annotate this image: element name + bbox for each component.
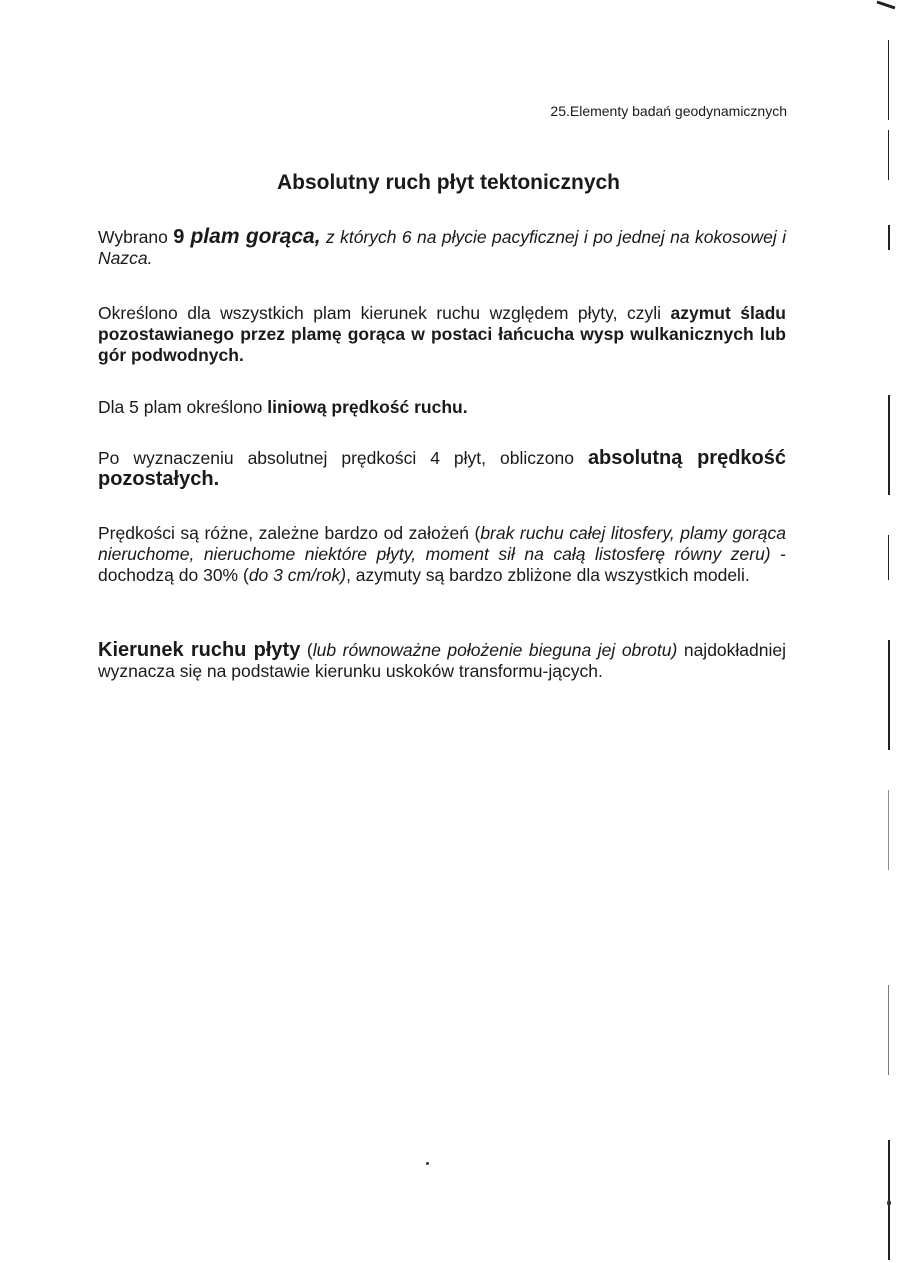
scan-edge-line xyxy=(888,790,889,870)
text-run-bold-italic: plam gorąca, xyxy=(190,225,321,248)
text-run-italic: do 3 cm/rok) xyxy=(248,565,347,585)
text-run-italic: lub równoważne położenie bieguna jej obrotu) xyxy=(312,640,678,660)
text-run: najdokładniej wyznacza się na podstawie kierunku uskoków transformu-jących. xyxy=(98,640,787,681)
text-run: Określono dla wszystkich plam kierunek ruchu względem płyty, czyli xyxy=(98,303,671,323)
scan-edge-line xyxy=(888,225,890,250)
scan-speck xyxy=(426,1162,429,1165)
scan-edge-line xyxy=(888,535,889,580)
scan-edge-line xyxy=(888,395,890,495)
text-run-italic: z których 6 na płycie pacyficznej i po jednej na kokosowej i Nazca. xyxy=(98,227,786,268)
text-run: Po wyznaczeniu absolutnej prędkości 4 płyt, obliczono xyxy=(98,448,588,468)
page-title: Absolutny ruch płyt tektonicznych xyxy=(276,171,621,194)
text-run: - dochodzą do 30% ( xyxy=(98,544,786,585)
scan-edge-line xyxy=(888,985,889,1075)
text-run: Wybrano xyxy=(98,227,174,247)
paragraph-velocities xyxy=(98,523,786,586)
text-run-bold: 9 xyxy=(173,226,191,248)
text-run: Prędkości są różne, zależne bardzo od założeń ( xyxy=(98,523,481,543)
text-run: , azymuty są bardzo zbliżone dla wszystkich modeli. xyxy=(346,565,750,585)
text-run-bold: absolutną prędkość pozostałych. xyxy=(98,447,786,490)
paragraph-azimuth xyxy=(98,303,786,366)
paragraph-linear-velocity xyxy=(98,397,786,418)
text-run-bold: azymut śladu pozostawianego przez plamę gorąca w postaci łańcucha wysp wulkanicznych lub gór podwodnych. xyxy=(98,303,786,365)
paragraph-absolute-velocity xyxy=(98,448,786,490)
scan-edge-line xyxy=(888,130,889,180)
scan-corner-mark xyxy=(875,0,897,10)
text-run: ( xyxy=(300,640,313,660)
text-run-italic: brak ruchu całej litosfery, plamy gorąca nieruchome, nieruchome niektóre płyty, moment sił na całą listosferę równy zeru) xyxy=(98,523,786,564)
scan-edge-line xyxy=(888,640,890,750)
paragraph-plate-direction xyxy=(98,640,786,682)
paragraph-hotspots xyxy=(98,226,786,269)
text-run-bold: Kierunek ruchu płyty xyxy=(98,639,301,661)
text-run-bold: liniową prędkość ruchu. xyxy=(267,397,468,417)
running-header: 25.Elementy badań geodynamicznych xyxy=(550,103,787,119)
text-run: Dla 5 plam określono xyxy=(98,397,268,417)
scan-edge-line xyxy=(888,40,889,120)
scan-speck xyxy=(887,1200,891,1206)
